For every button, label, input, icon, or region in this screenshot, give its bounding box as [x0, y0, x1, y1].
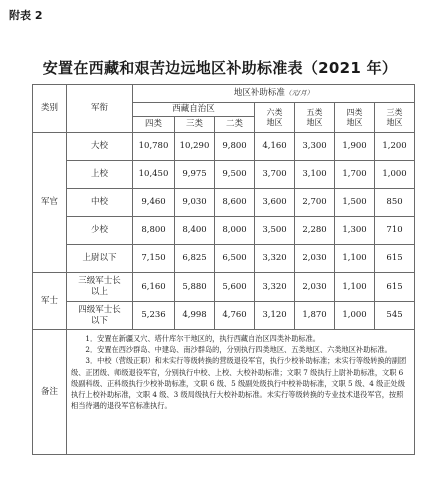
value-cell: 4,998 [175, 302, 215, 330]
rank-cell: 上校 [67, 161, 133, 189]
value-cell: 9,030 [175, 189, 215, 217]
value-cell: 3,120 [255, 302, 295, 330]
header-category: 类别 [33, 85, 67, 133]
header-other-col: 六类 地区 [255, 103, 295, 133]
appendix-label: 附表 2 [9, 9, 43, 22]
value-cell: 3,100 [295, 161, 335, 189]
value-cell: 4,160 [255, 133, 295, 161]
value-cell: 2,280 [295, 217, 335, 245]
notes-content [67, 330, 415, 455]
value-cell: 1,300 [335, 217, 375, 245]
value-cell: 2,030 [295, 245, 335, 273]
value-cell: 5,880 [175, 273, 215, 302]
value-cell: 1,500 [335, 189, 375, 217]
value-cell: 1,200 [375, 133, 415, 161]
rank-cell: 三级军士长 以上 [67, 273, 133, 302]
header-unit: （元/月） [284, 89, 314, 97]
rank-cell: 上尉以下 [67, 245, 133, 273]
value-cell: 1,100 [335, 245, 375, 273]
table-row [33, 189, 415, 217]
table-row [33, 133, 415, 161]
notes-label: 备注 [33, 330, 67, 455]
rank-cell: 中校 [67, 189, 133, 217]
table-row [33, 217, 415, 245]
value-cell: 5,236 [133, 302, 175, 330]
value-cell: 3,700 [255, 161, 295, 189]
value-cell: 3,600 [255, 189, 295, 217]
value-cell: 615 [375, 245, 415, 273]
value-cell: 10,290 [175, 133, 215, 161]
value-cell: 1,700 [335, 161, 375, 189]
value-cell: 8,800 [133, 217, 175, 245]
rank-cell: 大校 [67, 133, 133, 161]
category-cell: 军官 [33, 133, 67, 273]
value-cell: 1,100 [335, 273, 375, 302]
header-other-col: 四类 地区 [335, 103, 375, 133]
value-cell: 10,780 [133, 133, 175, 161]
value-cell: 8,600 [215, 189, 255, 217]
table-row [33, 273, 415, 302]
value-cell: 850 [375, 189, 415, 217]
value-cell: 6,160 [133, 273, 175, 302]
table-row [33, 245, 415, 273]
value-cell: 1,000 [375, 161, 415, 189]
header-tibet-col: 四类 [133, 117, 175, 133]
value-cell: 3,300 [295, 133, 335, 161]
value-cell: 6,825 [175, 245, 215, 273]
subsidy-table [32, 84, 415, 455]
value-cell: 5,600 [215, 273, 255, 302]
value-cell: 6,500 [215, 245, 255, 273]
note-item: 1．安置在新疆又穴、塔什库尔干地区的，执行西藏自治区四类补助标准。 [85, 334, 320, 343]
value-cell: 9,460 [133, 189, 175, 217]
value-cell: 710 [375, 217, 415, 245]
value-cell: 615 [375, 273, 415, 302]
value-cell: 9,975 [175, 161, 215, 189]
note-item: 2．安置在西沙群岛、中建岛、南沙群岛的，分别执行四类地区、五类地区、六类地区补助标准。 [85, 345, 392, 355]
value-cell: 7,150 [133, 245, 175, 273]
header-other-col: 五类 地区 [295, 103, 335, 133]
header-tibet-col: 二类 [215, 117, 255, 133]
header-tibet: 西藏自治区 [133, 103, 255, 117]
value-cell: 1,000 [335, 302, 375, 330]
value-cell: 4,760 [215, 302, 255, 330]
category-cell: 军士 [33, 273, 67, 330]
value-cell: 9,500 [215, 161, 255, 189]
value-cell: 2,030 [295, 273, 335, 302]
value-cell: 8,400 [175, 217, 215, 245]
value-cell: 3,500 [255, 217, 295, 245]
value-cell: 2,700 [295, 189, 335, 217]
header-other-col: 三类 地区 [375, 103, 415, 133]
value-cell: 1,870 [295, 302, 335, 330]
value-cell: 9,800 [215, 133, 255, 161]
rank-cell: 少校 [67, 217, 133, 245]
note-item: 3．中校（营级正职）和未实行等级转换的营级退役军官，执行少校补助标准；未实行等级转换的副团级、正团级、师级退役军官，分别执行中校、上校、大校补助标准；文职 7 级执行上尉补助标准，文职 6 级副科级、正科级执行少校补助标准，文职 6 级、5 级副处级执行中校补助标准，文职 5 级、4 级正处级执行上校补助标准，文职 4 级、3 级局级执行大校补助标准。未实行等级转换的专业技术退役军官，按照相当待遇的退役军官标准执行。 [71, 356, 407, 411]
document-title: 安置在西藏和艰苦边远地区补助标准表（2021 年） [42, 59, 398, 77]
value-cell: 1,900 [335, 133, 375, 161]
value-cell: 3,320 [255, 245, 295, 273]
header-tibet-col: 三类 [175, 117, 215, 133]
value-cell: 545 [375, 302, 415, 330]
value-cell: 10,450 [133, 161, 175, 189]
header-rank: 军衔 [67, 85, 133, 133]
value-cell: 3,320 [255, 273, 295, 302]
table-row [33, 302, 415, 330]
rank-cell: 四级军士长 以下 [67, 302, 133, 330]
value-cell: 8,000 [215, 217, 255, 245]
table-row [33, 161, 415, 189]
header-standard: 地区补助标准（元/月） [133, 85, 415, 103]
